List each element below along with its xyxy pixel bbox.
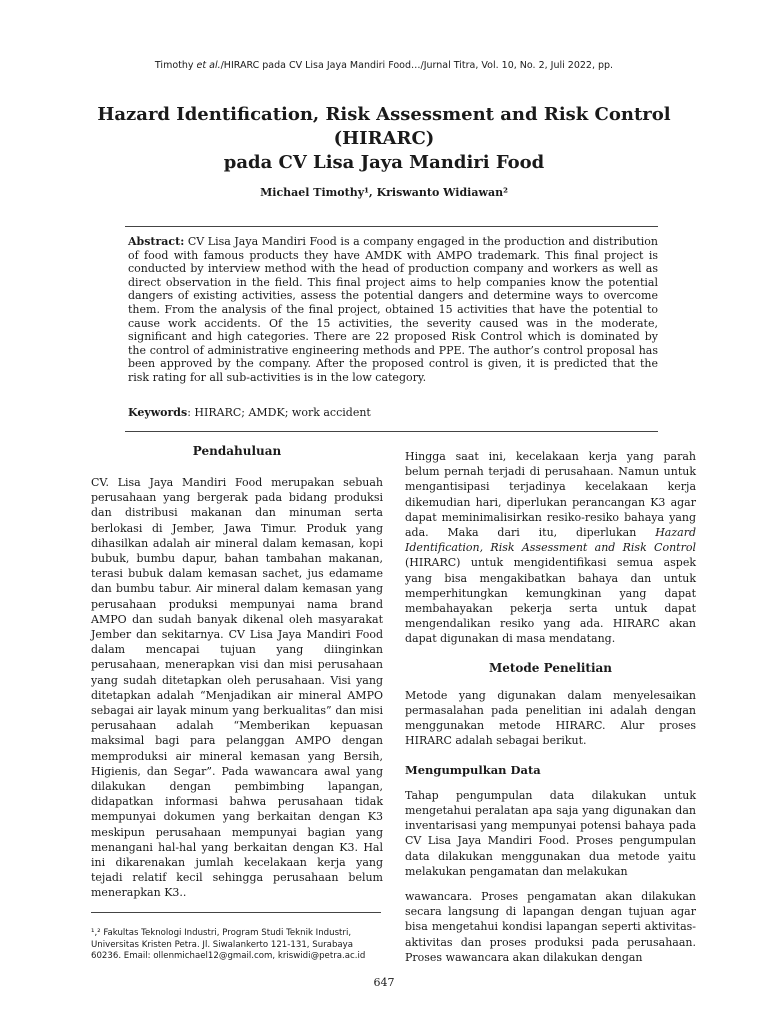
title-line-1: Hazard Identification, Risk Assessment and Risk Control (HIRARC) xyxy=(97,104,671,149)
abstract-label: Abstract: xyxy=(128,235,185,248)
title-line-2: pada CV Lisa Jaya Mandiri Food xyxy=(223,152,545,173)
footnote-rule xyxy=(91,912,381,913)
authors: Michael Timothy¹, Kriswanto Widiawan² xyxy=(260,186,508,199)
abstract-bottom-rule xyxy=(125,431,658,432)
page-number: 647 xyxy=(373,976,395,989)
keywords xyxy=(128,406,658,419)
paper-title xyxy=(60,103,708,175)
running-head-prefix: Timothy xyxy=(154,60,197,71)
data-paragraph: Tahap pengumpulan data dilakukan untuk mengetahui peralatan apa saja yang digunakan dan inventarisasi yang mempunyai potensi bahaya pada CV Lisa Jaya Mandiri Food. Proses pengumpulan data dilakukan menggunakan dua metode yaitu melakukan pengamatan dan melakukan xyxy=(405,788,696,878)
running-head-rest: /HIRARC pada CV Lisa Jaya Mandiri Food…/Jurnal Titra, Vol. 10, No. 2, Juli 2022, pp. xyxy=(220,60,614,71)
subheading-mengumpulkan-data: Mengumpulkan Data xyxy=(405,762,541,777)
abstract-text: CV Lisa Jaya Mandiri Food is a company engaged in the production and distribution of food with famous products they have AMDK with AMPO trademark. This final project is conducted by interview method with the head of production company and workers as well as direct observation in the field. This final project aims to help companies know the potential dangers of existing activities, assess the potential dangers and determine ways to overcome them. From the analysis of the final project, obtained 15 activities that have the potential to cause work accidents. Of the 15 activities, the severity caused was in the moderate, significant and high categories. There are 22 proposed Risk Control which is dominated by the control of administrative engineering methods and PPE. The author’s control proposal has been approved by the company. After the proposed control is given, it is predicted that the risk rating for all sub-activities is in the low category. xyxy=(128,235,658,384)
running-head-etal: et al. xyxy=(196,60,221,71)
running-header xyxy=(0,60,768,71)
intro-paragraph: CV. Lisa Jaya Mandiri Food merupakan sebuah perusahaan yang bergerak pada bidang produksi dan distribusi makanan dan minuman serta berlokasi di Jember, Jawa Timur. Produk yang dihasilkan adalah air mineral dalam kemasan, kopi bubuk, bumbu dapur, bahan tambahan makanan, terasi bubuk dalam kemasan sachet, jus edamame dan bumbu tabur. Air mineral dalam kemasan yang perusahaan produksi mempunyai nama brand AMPO dan sudah banyak dikenal oleh masyarakat Jember dan sekitarnya. CV Lisa Jaya Mandiri Food dalam mencapai tujuan yang diinginkan perusahaan, menerapkan visi dan misi perusahaan yang sudah ditetapkan oleh perusahaan. Visi yang ditetapkan adalah “Menjadikan air mineral AMPO sebagai air layak minum yang berkualitas” dan misi perusahaan adalah “Memberikan kepuasan maksimal bagi para pelanggan AMPO dengan memproduksi air mineral kemasan yang Bersih, Higienis, dan Segar”. Pada wawancara awal yang dilakukan dengan pembimbing lapangan, didapatkan informasi bahwa perusahaan tidak mempunyai dokumen yang berkaitan dengan K3 meskipun perusahaan mempunyai bagian yang menangani hal-hal yang berkaitan dengan K3. Hal ini dikarenakan jumlah kecelakaan kerja yang tejadi relatif kecil sehingga perusahaan belum menerapkan K3.. xyxy=(91,476,383,900)
left-column xyxy=(91,475,383,901)
intro-text-italic: Hazard Identification, Risk Assessment and Risk Control xyxy=(405,526,696,555)
intro-text-after: (HIRARC) untuk mengidentifikasi semua aspek yang bisa mengakibatkan bahaya dan untuk memperhitungkan kemungkinan yang dapat membahayakan pekerja serta untuk dapat mengendalikan resiko yang ada. HIRARC akan dapat digunakan di masa mendatang. xyxy=(405,556,696,646)
section-heading-pendahuluan: Pendahuluan xyxy=(192,444,282,458)
intro-continued-paragraph xyxy=(405,449,696,647)
method-paragraph: Metode yang digunakan dalam menyelesaikan permasalahan pada penelitian ini adalah dengan menggunakan metode HIRARC. Alur proses HIRARC adalah sebagai berikut. xyxy=(405,688,696,748)
keywords-label: Keywords xyxy=(128,406,188,419)
section-heading-metode: Metode Penelitian xyxy=(488,660,613,675)
continuation-paragraph: wawancara. Proses pengamatan akan dilakukan secara langsung di lapangan dengan tujuan agar bisa mengetahui kondisi lapangan seperti aktivitas-aktivitas dan proses produksi pada perusahaan. Proses wawancara akan dilakukan dengan xyxy=(405,890,696,964)
abstract-top-rule xyxy=(125,226,658,227)
keywords-text: : HIRARC; AMDK; work accident xyxy=(187,406,371,419)
abstract xyxy=(128,235,658,385)
right-column xyxy=(405,449,696,965)
footnote: ¹,² Fakultas Teknologi Industri, Program Studi Teknik Industri, Universitas Kristen Petra. Jl. Siwalankerto 121-131, Surabaya 60236. Email: ollenmichael12@gmail.com, kriswidi@petra.ac.id xyxy=(91,928,366,961)
intro-text-before: Hingga saat ini, kecelakaan kerja yang parah belum pernah terjadi di perusahaan. Namun untuk mengantisipasi terjadinya kecelakaan kerja dikemudian hari, diperlukan perancangan K3 agar dapat meminimalisirkan resiko-resiko bahaya yang ada. Maka dari itu, diperlukan xyxy=(405,450,696,540)
